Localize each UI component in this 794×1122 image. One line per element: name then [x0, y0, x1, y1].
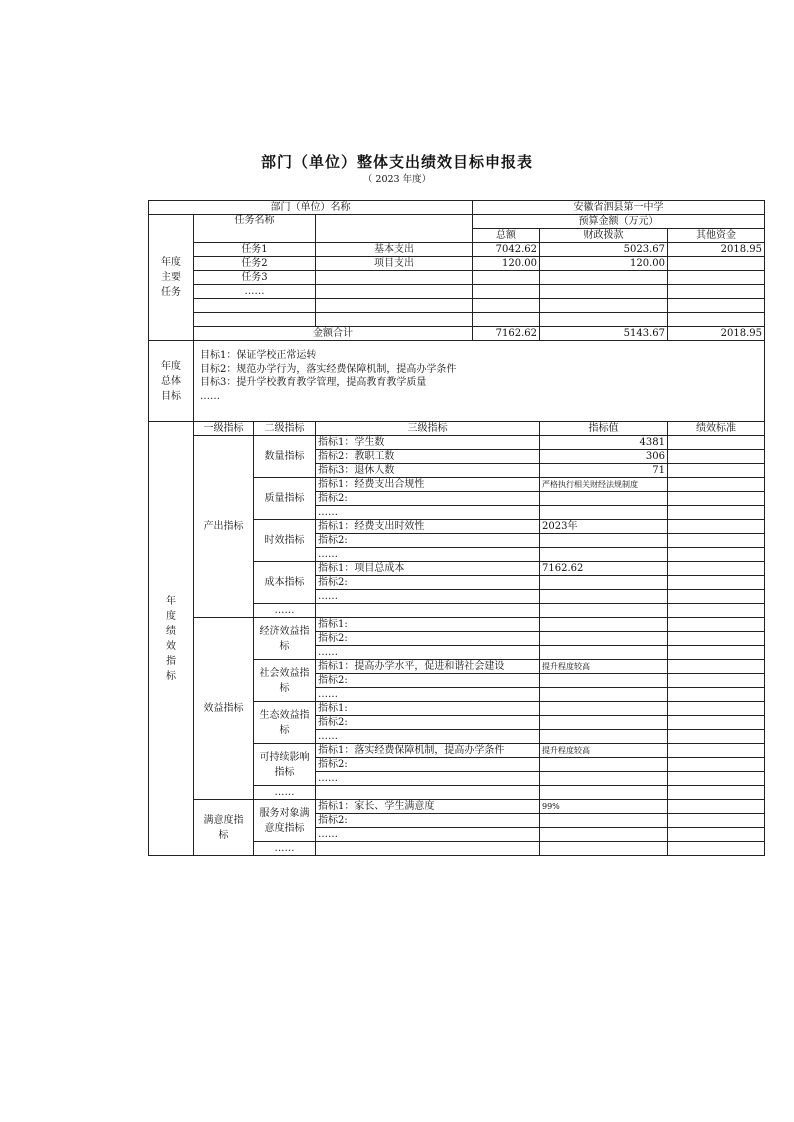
- ecological-label: 生态效益指标: [254, 702, 316, 744]
- social-label: 社会效益指标: [254, 660, 316, 702]
- indicator-value: [540, 632, 668, 646]
- col-total-header: 总额: [473, 229, 540, 243]
- indicator-name: 指标1:: [316, 618, 540, 632]
- service-label: 服务对象满意度指标: [254, 800, 316, 842]
- indicator-standard: [668, 534, 765, 548]
- indicator-value: [540, 506, 668, 520]
- tasks-section-label: 年度主要任务: [149, 215, 194, 341]
- indicator-standard: [668, 590, 765, 604]
- task-total: 7042.62: [473, 243, 540, 257]
- task-name: 任务2: [194, 257, 316, 271]
- indicator-value: [540, 814, 668, 828]
- cost-label: 成本指标: [254, 562, 316, 604]
- task-content: 基本支出: [316, 243, 473, 257]
- satisfaction-label: 满意度指标: [194, 800, 254, 856]
- indicator-name: ……: [316, 772, 540, 786]
- economic-label: 经济效益指标: [254, 618, 316, 660]
- indicator-standard: [668, 702, 765, 716]
- tasks-header-row: [149, 215, 765, 229]
- goal-item: ……: [200, 390, 220, 402]
- indicator-row: [149, 800, 765, 814]
- indicator-name: 指标2:: [316, 674, 540, 688]
- page-subtitle: （ 2023 年度）: [362, 174, 432, 185]
- sum-fiscal: 5143.67: [540, 327, 668, 341]
- indicator-name: ……: [316, 688, 540, 702]
- indicator-name: 指标2:: [316, 814, 540, 828]
- task-name: 任务3: [194, 271, 316, 285]
- indicator-standard: [668, 660, 765, 674]
- indicator-value: [540, 730, 668, 744]
- task-content: [316, 299, 473, 313]
- sum-label: 金额合计: [194, 327, 473, 341]
- indicator-standard: [668, 618, 765, 632]
- task-row: [149, 243, 765, 257]
- quality-label: 质量指标: [254, 478, 316, 520]
- indicator-standard: [668, 688, 765, 702]
- indicator-value: 严格执行相关财经法规制度: [540, 478, 668, 492]
- col-other-header: 其他资金: [668, 229, 765, 243]
- output-etc: ……: [254, 604, 316, 618]
- indicator-value: 99%: [540, 800, 668, 814]
- sum-total: 7162.62: [473, 327, 540, 341]
- indicator-standard: [668, 716, 765, 730]
- page-title: 部门（单位）整体支出绩效目标申报表: [260, 153, 533, 171]
- indicator-name: 指标2:: [316, 716, 540, 730]
- sum-other: 2018.95: [668, 327, 765, 341]
- indicator-name: 指标1：学生数: [316, 436, 540, 450]
- indicator-value: 提升程度较高: [540, 744, 668, 758]
- indicator-standard: [668, 478, 765, 492]
- indicator-value: [540, 758, 668, 772]
- indicator-value: [540, 590, 668, 604]
- indicator-value: [540, 772, 668, 786]
- task-name: ……: [194, 285, 316, 299]
- indicator-name: 指标2:: [316, 492, 540, 506]
- unit-row: [149, 201, 765, 215]
- goal-item: 目标1：保证学校正常运转: [200, 350, 317, 361]
- value-header: 指标值: [540, 422, 668, 436]
- indicator-name: 指标1：经费支出时效性: [316, 520, 540, 534]
- timeliness-label: 时效指标: [254, 520, 316, 562]
- indicator-standard: [668, 674, 765, 688]
- goal-item: 目标3：提升学校教育教学管理，提高教育教学质量: [200, 377, 427, 388]
- goals-row: [149, 341, 765, 422]
- indicator-standard: [668, 632, 765, 646]
- sustainable-label: 可持续影响指标: [254, 744, 316, 786]
- indicator-standard: [668, 450, 765, 464]
- indicator-value: [540, 492, 668, 506]
- indicator-value: [540, 674, 668, 688]
- indicator-name: 指标1：落实经费保障机制，提高办学条件: [316, 744, 540, 758]
- quantity-label: 数量指标: [254, 436, 316, 478]
- task-total: [473, 285, 540, 299]
- task-spacer-row: [149, 313, 765, 327]
- indicator-value: 7162.62: [540, 562, 668, 576]
- indicator-standard: [668, 744, 765, 758]
- indicator-value: [540, 688, 668, 702]
- tasks-name-header: 任务名称: [194, 215, 316, 243]
- indicator-standard: [668, 772, 765, 786]
- benefit-etc: ……: [254, 786, 316, 800]
- goals-content: [194, 341, 765, 422]
- task-fiscal: [540, 271, 668, 285]
- task-content: 项目支出: [316, 257, 473, 271]
- goals-section-label: 年度总体目标: [149, 341, 194, 422]
- indicator-name: 指标1：经费支出合规性: [316, 478, 540, 492]
- indicator-name: 指标2：教职工数: [316, 450, 540, 464]
- standard-header: 绩效标准: [668, 422, 765, 436]
- indicators-section-label: 年度绩效指标: [149, 422, 194, 856]
- task-total: 120.00: [473, 257, 540, 271]
- indicator-value: [540, 576, 668, 590]
- indicator-name: 指标2:: [316, 758, 540, 772]
- indicator-standard: [668, 548, 765, 562]
- col-fiscal-header: 财政拨款: [540, 229, 668, 243]
- task-content: [316, 285, 473, 299]
- indicator-value: [540, 618, 668, 632]
- tasks-sum-row: [149, 327, 765, 341]
- level2-header: 二级指标: [254, 422, 316, 436]
- indicator-standard: [668, 758, 765, 772]
- indicator-value: 71: [540, 464, 668, 478]
- indicator-standard: [668, 800, 765, 814]
- indicator-value: [540, 646, 668, 660]
- tasks-budget-header: 预算金额（万元）: [473, 215, 765, 229]
- indicator-value: 提升程度较高: [540, 660, 668, 674]
- indicator-standard: [668, 436, 765, 450]
- indicator-standard: [668, 464, 765, 478]
- indicator-row: [149, 436, 765, 450]
- indicator-name: 指标2:: [316, 632, 540, 646]
- task-row: [149, 257, 765, 271]
- indicator-standard: [668, 506, 765, 520]
- level3-header: 三级指标: [316, 422, 540, 436]
- task-other: [668, 271, 765, 285]
- indicator-name: 指标1:: [316, 702, 540, 716]
- goal-item: 目标2：规范办学行为，落实经费保障机制，提高办学条件: [200, 363, 457, 375]
- indicator-standard: [668, 814, 765, 828]
- indicator-standard: [668, 562, 765, 576]
- task-fiscal: 120.00: [540, 257, 668, 271]
- indicator-standard: [668, 520, 765, 534]
- indicator-value: 4381: [540, 436, 668, 450]
- unit-value: 安徽省泗县第一中学: [473, 201, 765, 215]
- benefit-label: 效益指标: [194, 618, 254, 800]
- indicator-name: 指标1：提高办学水平，促进和谐社会建设: [316, 660, 540, 674]
- indicator-standard: [668, 646, 765, 660]
- level1-header: 一级指标: [194, 422, 254, 436]
- task-row: [149, 299, 765, 313]
- indicator-value: [540, 702, 668, 716]
- indicator-value: [540, 828, 668, 842]
- indicator-name: 指标2:: [316, 534, 540, 548]
- indicator-value: [540, 548, 668, 562]
- indicator-name: ……: [316, 506, 540, 520]
- indicator-standard: [668, 492, 765, 506]
- output-label: 产出指标: [194, 436, 254, 618]
- indicator-row: [149, 618, 765, 632]
- task-row: [149, 271, 765, 285]
- indicator-standard: [668, 828, 765, 842]
- indicator-name: ……: [316, 548, 540, 562]
- indicator-value: 2023年: [540, 520, 668, 534]
- task-name: [194, 299, 316, 313]
- task-other: [668, 285, 765, 299]
- indicator-name: ……: [316, 730, 540, 744]
- indicators-header-row: [149, 422, 765, 436]
- indicator-name: 指标1：项目总成本: [316, 562, 540, 576]
- task-fiscal: [540, 285, 668, 299]
- task-other: [668, 257, 765, 271]
- indicator-name: ……: [316, 590, 540, 604]
- indicator-value: [540, 716, 668, 730]
- satisfaction-etc: ……: [254, 842, 316, 856]
- indicator-standard: [668, 730, 765, 744]
- task-other: [668, 299, 765, 313]
- indicator-name: 指标1：家长、学生满意度: [316, 800, 540, 814]
- unit-label: 部门（单位）名称: [149, 201, 473, 215]
- task-total: [473, 271, 540, 285]
- task-fiscal: [540, 299, 668, 313]
- task-name: 任务1: [194, 243, 316, 257]
- task-other: 2018.95: [668, 243, 765, 257]
- task-total: [473, 299, 540, 313]
- indicator-standard: [668, 576, 765, 590]
- tasks-content-header: [316, 215, 473, 243]
- indicator-name: 指标3：退休人数: [316, 464, 540, 478]
- task-fiscal: 5023.67: [540, 243, 668, 257]
- task-content: [316, 271, 473, 285]
- task-row: [149, 285, 765, 299]
- indicator-name: ……: [316, 828, 540, 842]
- indicator-value: 306: [540, 450, 668, 464]
- indicator-name: 指标2:: [316, 576, 540, 590]
- performance-form-table: [148, 200, 765, 856]
- indicator-name: ……: [316, 646, 540, 660]
- indicator-value: [540, 534, 668, 548]
